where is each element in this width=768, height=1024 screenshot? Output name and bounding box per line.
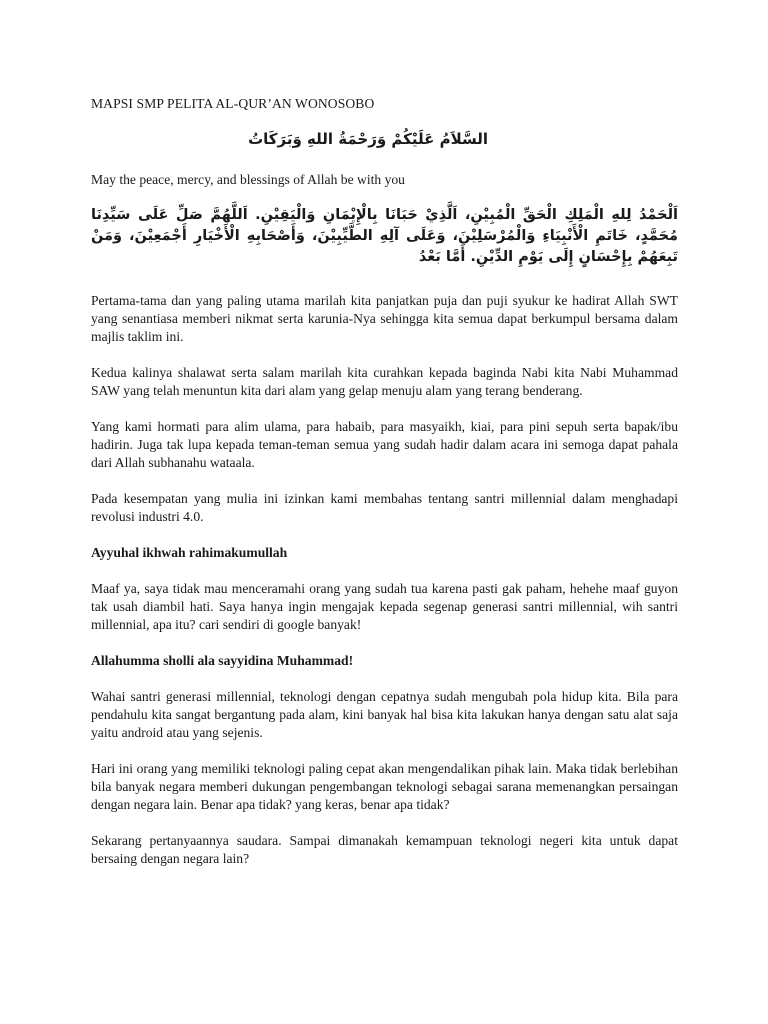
paragraph-question: Sekarang pertanyaannya saudara. Sampai dimanakah kemampuan teknologi negeri kita untuk dapat bersaing dengan negara lain? [91, 833, 678, 866]
subheading-allahumma-sholli: Allahumma sholli ala sayyidina Muhammad! [91, 653, 354, 668]
subheading-ayyuhal-ikhwah: Ayyuhal ikhwah rahimakumullah [91, 545, 288, 560]
document-heading: MAPSI SMP PELITA AL-QUR’AN WONOSOBO [91, 96, 375, 111]
document-body [91, 95, 678, 886]
paragraph-greetings: Yang kami hormati para alim ulama, para habaib, para masyaikh, kiai, para pini sepuh serta bapak/ibu hadirin. Juga tak lupa kepada teman-teman semua yang sudah hadir dalam acara ini semoga dapat pahala dari Allah subhanahu wataala. [91, 419, 678, 470]
paragraph-opening-praise: Pertama-tama dan yang paling utama marilah kita panjatkan puja dan puji syukur ke hadirat Allah SWT yang senantiasa memberi nikmat serta karunia-Nya sehingga kita semua dapat berkumpul bersama dalam majlis taklim ini. [91, 293, 678, 344]
paragraph-shalawat: Kedua kalinya shalawat serta salam marilah kita curahkan kepada baginda Nabi kita Nabi Muhammad SAW yang telah menuntun kita dari alam yang gelap menuju alam yang terang benderang. [91, 365, 678, 398]
arabic-salam: السَّلاَمُ عَلَيْكُمْ وَرَحْمَةُ اللهِ وَبَرَكَاتُ [248, 130, 488, 148]
paragraph-technology-control: Hari ini orang yang memiliki teknologi paling cepat akan mengendalikan pihak lain. Maka tidak berlebihan bila banyak negara memberi dukungan pengembangan teknologi sebagai sarana memenangkan persaingan dengan negara lain. Benar apa tidak? yang keras, benar apa tidak? [91, 761, 678, 812]
paragraph-topic: Pada kesempatan yang mulia ini izinkan kami membahas tentang santri millennial dalam menghadapi revolusi industri 4.0. [91, 491, 678, 524]
paragraph-apology: Maaf ya, saya tidak mau menceramahi orang yang sudah tua karena pasti gak paham, hehehe maaf guyon tak usah diambil hati. Saya hanya ingin mengajak kepada segenap generasi santri millennial, wih santri millennial, apa itu? cari sendiri di google banyak! [91, 581, 678, 632]
salam-translation: May the peace, mercy, and blessings of Allah be with you [91, 172, 405, 187]
paragraph-technology-change: Wahai santri generasi millennial, teknologi dengan cepatnya sudah mengubah pola hidup kita. Bila para pendahulu kita sangat bergantung pada alam, kini banyak hal bisa kita lakukan hanya dengan satu alat saja yaitu android atau yang sejenis. [91, 689, 678, 740]
arabic-opening-prayer: اَلْحَمْدُ لِلهِ الْمَلِكِ الْحَقِّ الْمُبِيْنِ، اَلَّذِيْ حَبَانَا بِالْإِيْمَانِ وَالْيَقِيْنِ. اَللَّهُمَّ صَلِّ عَلَى سَيِّدِنَا مُحَمَّدٍ، خَاتَمِ الْأَنْبِيَاءِ وَالْمُرْسَلِيْنَ، وَعَلَى آلِهِ الطَّيِّبِيْنَ، وَأَصْحَابِهِ الْأَخْيَارِ أَجْمَعِيْنَ، وَمَنْ تَبِعَهُمْ بِإِحْسَانٍ إِلَى يَوْمِ الدِّيْنِ. أَمَّا بَعْدُ [91, 207, 678, 265]
